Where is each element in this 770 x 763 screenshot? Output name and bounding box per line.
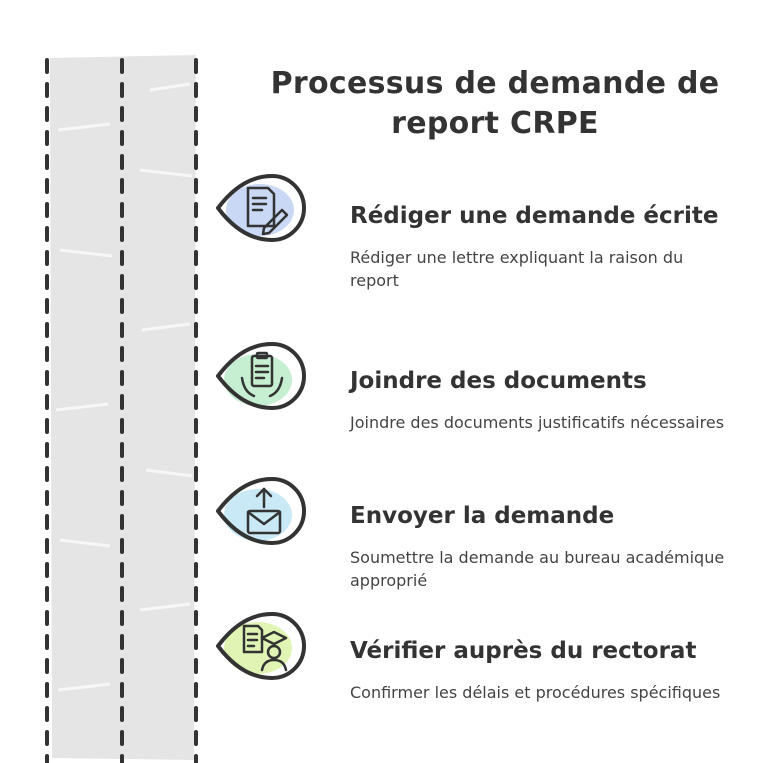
step-2-marker [212,334,308,418]
step-4 [350,637,730,704]
step-2-title: Joindre des documents [350,368,647,394]
step-1-title: Rédiger une demande écrite [350,203,719,229]
page-title: Processus de demande de report CRPE [270,66,720,141]
step-3-description: Soumettre la demande au bureau académique approprié [350,548,725,590]
step-1-marker [212,166,308,250]
step-3 [350,502,730,592]
step-4-marker [212,604,308,688]
step-1-description: Rédiger une lettre expliquant la raison du report [350,248,684,290]
step-2 [350,367,730,434]
step-1 [350,202,730,292]
step-2-description: Joindre des documents justificatifs nécessaires [350,413,725,432]
step-3-marker [212,469,308,553]
road-illustration [0,0,210,763]
step-3-title: Envoyer la demande [350,503,615,529]
step-4-description: Confirmer les délais et procédures spécifiques [350,683,721,702]
step-4-title: Vérifier auprès du rectorat [350,638,697,664]
